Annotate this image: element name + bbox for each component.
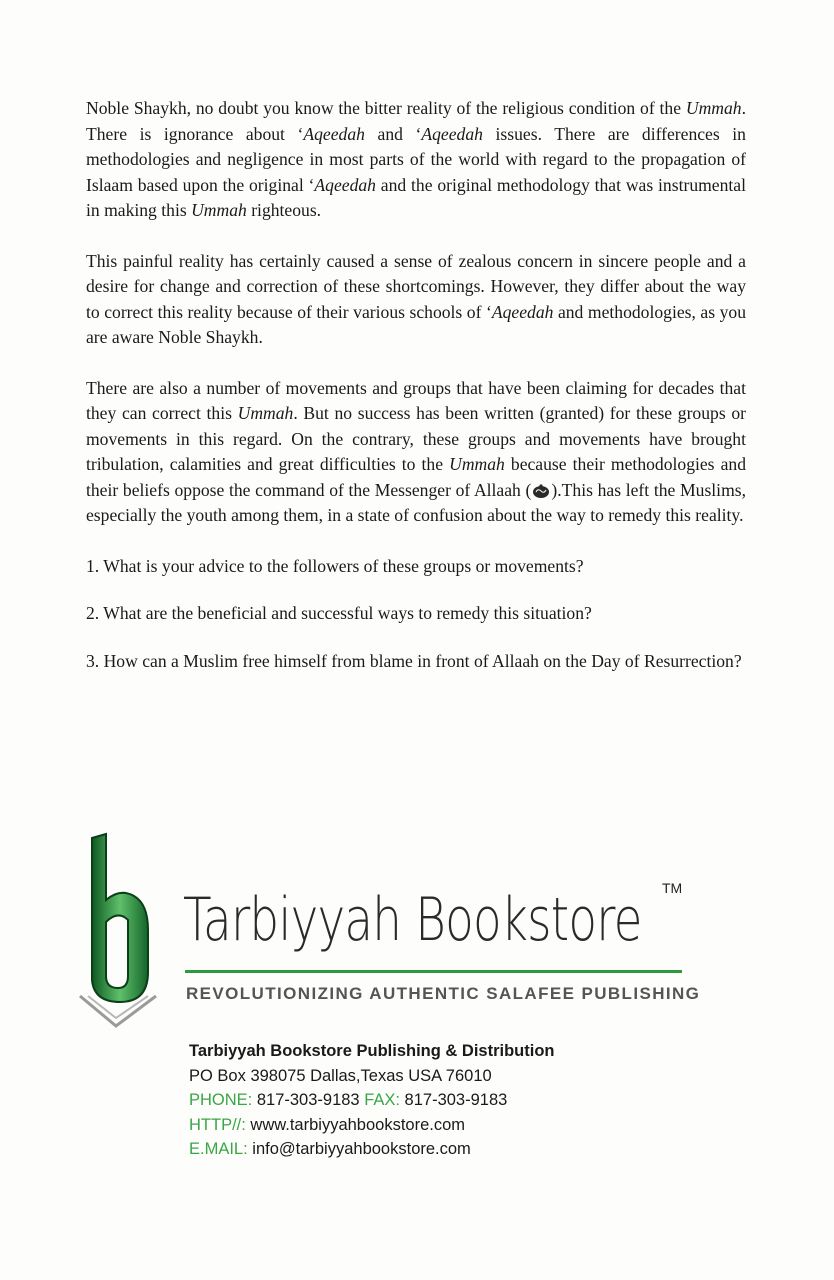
phone-label: PHONE: [189, 1091, 253, 1109]
fax-label: FAX: [364, 1091, 400, 1109]
brand-name: Tarbiyyah Bookstore [183, 885, 642, 955]
brand-divider [185, 970, 682, 973]
question-body [86, 96, 746, 696]
contact-block [189, 1039, 554, 1162]
email-line [189, 1137, 554, 1162]
website-link[interactable]: www.tarbiyyahbookstore.com [245, 1115, 466, 1134]
publisher-name: Tarbiyyah Bookstore Publishing & Distribution [189, 1042, 555, 1060]
phone-number: 817-303-9183 [252, 1091, 365, 1109]
postal-address: PO Box 398075 Dallas,Texas USA 76010 [189, 1066, 492, 1085]
email-link[interactable]: info@tarbiyyahbookstore.com [247, 1140, 471, 1158]
phone-fax-line [189, 1088, 554, 1113]
question-1: 1. What is your advice to the followers of these groups or movements? [86, 555, 584, 576]
b-monogram-icon [72, 830, 162, 1030]
question-3: 3. How can a Muslim free himself from blame in front of Allaah on the Day of Resurrection? [86, 650, 742, 671]
question-2: 2. What are the beneficial and successful ways to remedy this situation? [86, 603, 592, 623]
paragraph-3: There are also a number of movements and groups that have been claiming for decades that they can correct this Ummah. But no success has been written (granted) for these groups or movements in this regard. On the contrary, these groups and movements have brought tribulation, calamities and great difficulties to the Ummah because their methodologies and their beliefs oppose the command of the Messenger of Allaah ( ).This has left the Muslims, especially the youth among them, in a state of confusion about the way to remedy this reality. [86, 377, 746, 525]
fax-number: 817-303-9183 [399, 1091, 508, 1109]
website-label: HTTP//: [189, 1115, 246, 1134]
salutation-icon [531, 483, 551, 499]
trademark-mark: TM [662, 880, 683, 896]
brand-tagline: REVOLUTIONIZING AUTHENTIC SALAFEE PUBLISHING [186, 984, 701, 1003]
paragraph-1: Noble Shaykh, no doubt you know the bitter reality of the religious condition of the Ummah. There is ignorance about ‘Aqeedah and ‘Aqeedah issues. There are differences in methodologies and negligence in most parts of the world with regard to the propagation of Islaam based upon the original ‘Aqeedah and the original methodology that was instrumental in making this Ummah righteous. [86, 98, 746, 220]
paragraph-2: This painful reality has certainly caused a sense of zealous concern in sincere people and a desire for change and correction of these shortcomings. However, they differ about the way to correct this reality because of their various schools of ‘Aqeedah and methodologies, as you are aware Noble Shaykh. [86, 250, 746, 347]
email-label: E.MAIL: [189, 1140, 248, 1158]
website-line [189, 1113, 554, 1138]
